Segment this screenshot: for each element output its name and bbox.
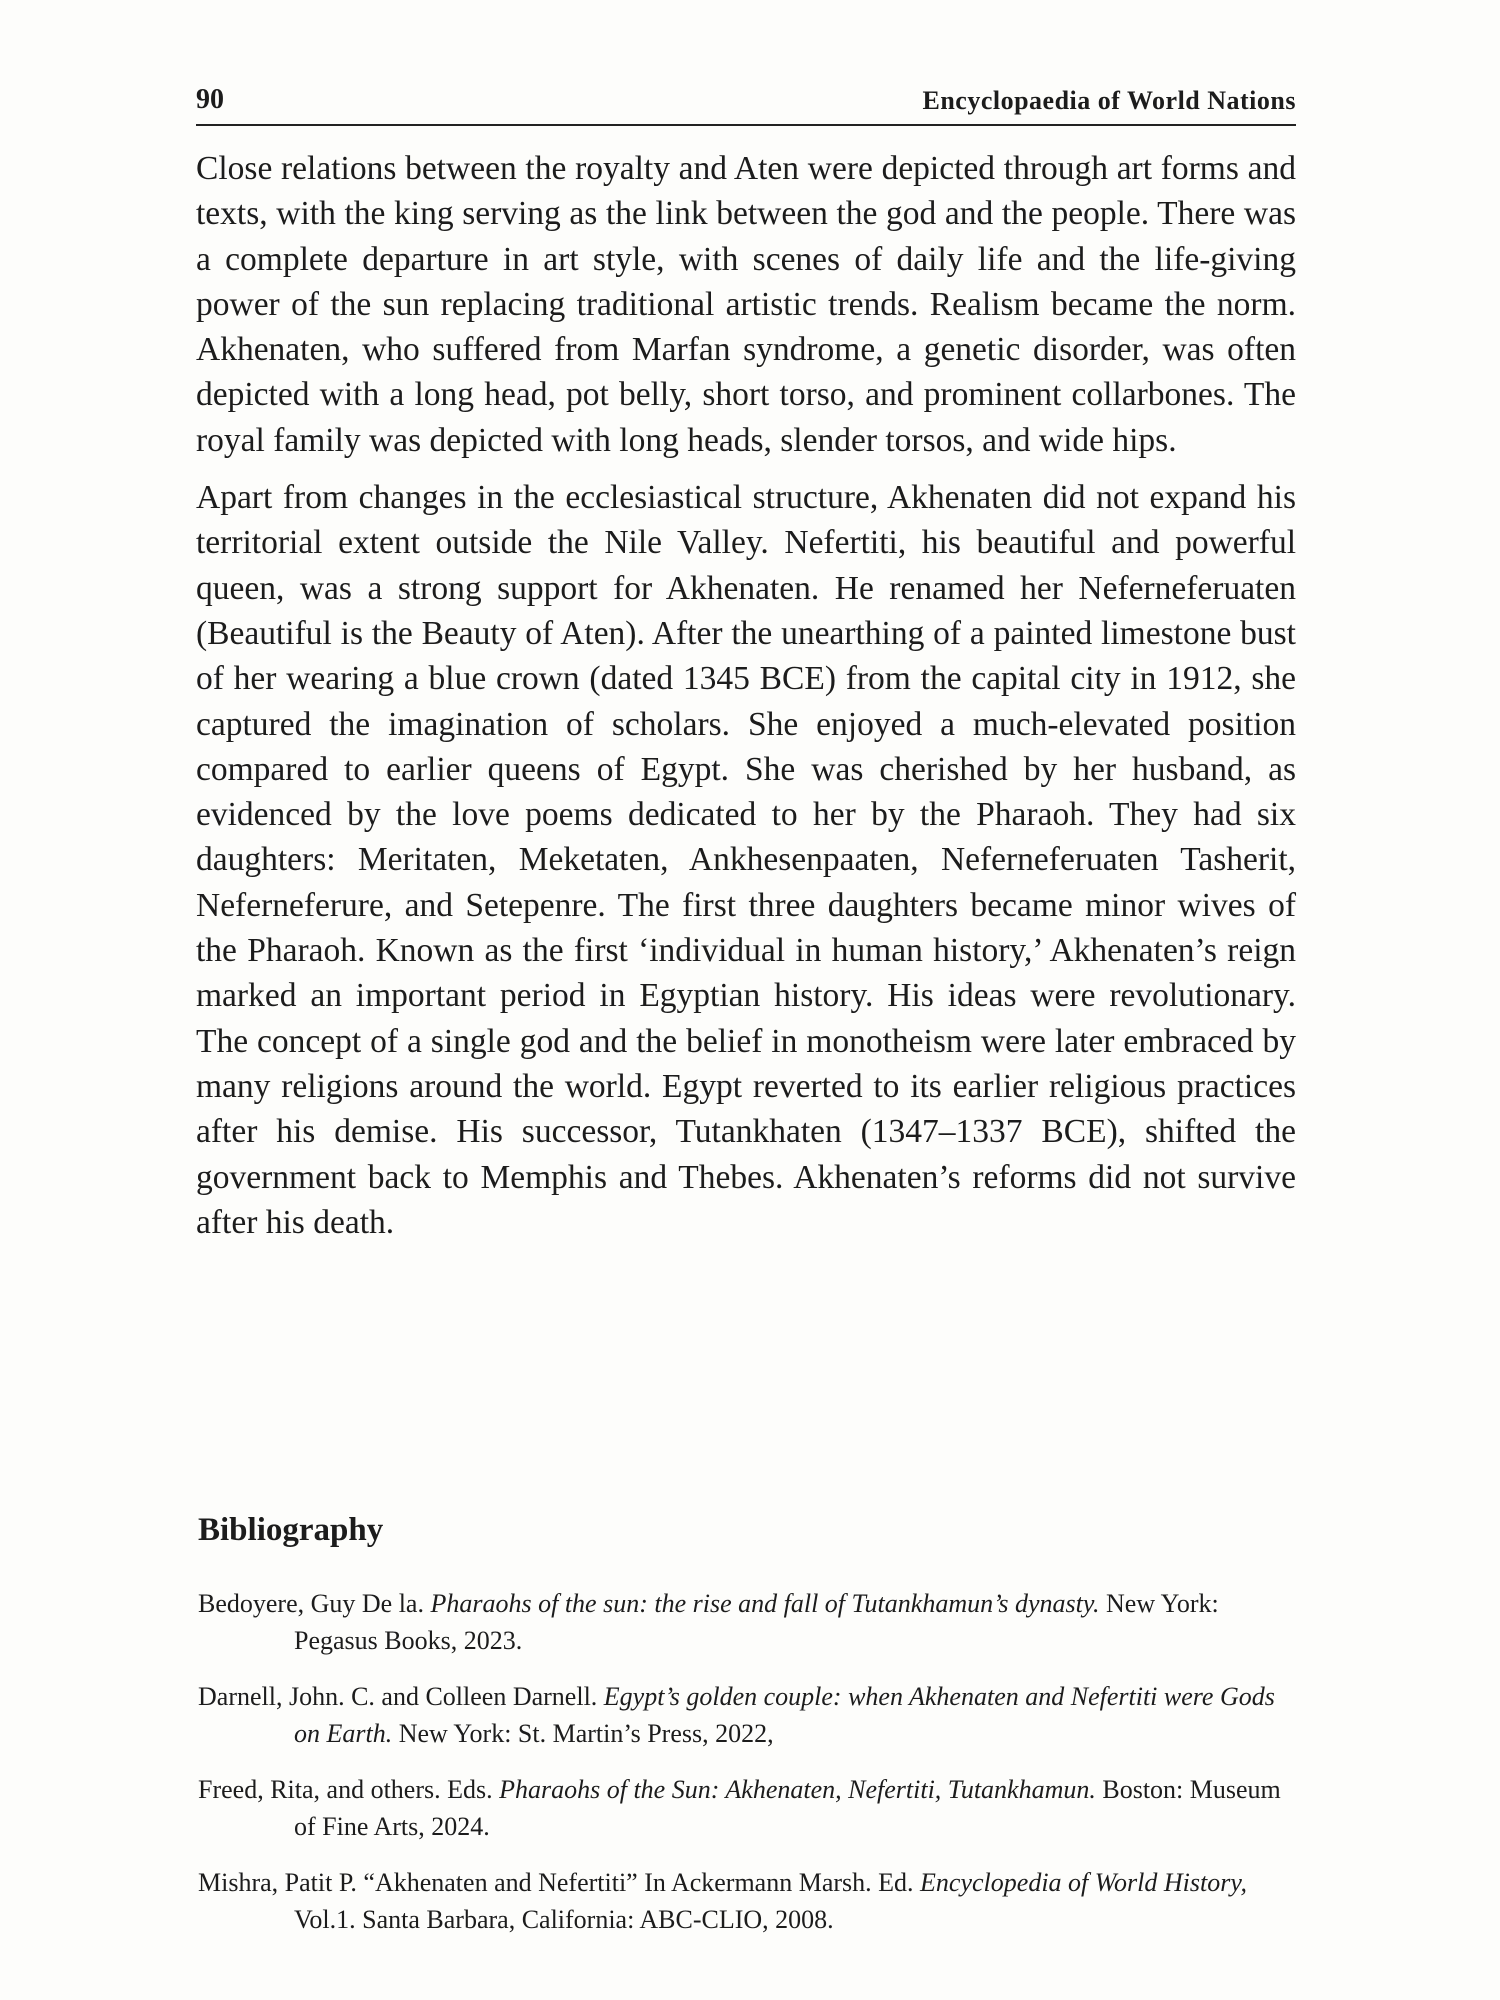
- bib-title: Egypt’s golden couple: when Akhenaten and Nefertiti were Gods on Earth.: [294, 1682, 1275, 1748]
- bibliography-heading: Bibliography: [198, 1512, 384, 1548]
- bibliography-list: [198, 1585, 1296, 1957]
- bib-title: Encyclopedia of World History,: [920, 1868, 1247, 1897]
- page-number: 90: [196, 84, 224, 115]
- bib-publication: New York: St. Martin’s Press, 2022,: [398, 1719, 774, 1748]
- bib-publication: Boston: Museum of Fine Arts, 2024.: [294, 1775, 1281, 1841]
- bibliography-entry: [198, 1864, 1296, 1938]
- bibliography-entry: [198, 1678, 1296, 1752]
- book-title: Encyclopaedia of World Nations: [922, 86, 1296, 115]
- paragraph-1: Close relations between the royalty and Aten were depicted through art forms and texts, with the king serving as the link between the god and the people. There was a complete departure in art style, with scenes of daily life and the life-giving power of the sun replacing traditional artistic trends. Realism became the norm. Akhenaten, who suffered from Marfan syndrome, a genetic disorder, was often depicted with a long head, pot belly, short torso, and prominent collarbones. The royal family was depicted with long heads, slender torsos, and wide hips.: [196, 150, 1296, 459]
- bibliography-entry: [198, 1585, 1296, 1659]
- bib-author: Darnell, John. C. and Colleen Darnell.: [198, 1682, 598, 1711]
- bib-title: Pharaohs of the sun: the rise and fall of Tutankhamun’s dynasty.: [430, 1589, 1100, 1618]
- bib-publication: New York: Pegasus Books, 2023.: [294, 1589, 1219, 1655]
- bib-publication: Vol.1. Santa Barbara, California: ABC-CLIO, 2008.: [294, 1905, 834, 1934]
- body-text: [196, 146, 1296, 1257]
- bib-title: Pharaohs of the Sun: Akhenaten, Nefertiti, Tutankhamun.: [499, 1775, 1096, 1804]
- bibliography-entry: [198, 1771, 1296, 1845]
- running-header: [196, 76, 1296, 126]
- bib-author: Bedoyere, Guy De la.: [198, 1589, 424, 1618]
- paragraph-2: Apart from changes in the ecclesiastical structure, Akhenaten did not expand his territorial extent outside the Nile Valley. Nefertiti, his beautiful and powerful queen, was a strong support for Akhenaten. He renamed her Neferneferuaten (Beautiful is the Beauty of Aten). After the unearthing of a painted limestone bust of her wearing a blue crown (dated 1345 BCE) from the capital city in 1912, she captured the imagination of scholars. She enjoyed a much-elevated position compared to earlier queens of Egypt. She was cherished by her husband, as evidenced by the love poems dedicated to her by the Pharaoh. They had six daughters: Meritaten, Meketaten, Ankhesenpaaten, Neferneferuaten Tasherit, Neferneferure, and Setepenre. The first three daughters became minor wives of the Pharaoh. Known as the first ‘individual in human history,’ Akhenaten’s reign marked an important period in Egyptian history. His ideas were revolutionary. The concept of a single god and the belief in monotheism were later embraced by many religions around the world. Egypt reverted to its earlier religious practices after his demise. His successor, Tutankhaten (1347–1337 BCE), shifted the government back to Memphis and Thebes. Akhenaten’s reforms did not survive after his death.: [196, 479, 1296, 1241]
- bib-author: Freed, Rita, and others. Eds.: [198, 1775, 493, 1804]
- bib-author: Mishra, Patit P. “Akhenaten and Nefertiti” In Ackermann Marsh. Ed.: [198, 1868, 914, 1897]
